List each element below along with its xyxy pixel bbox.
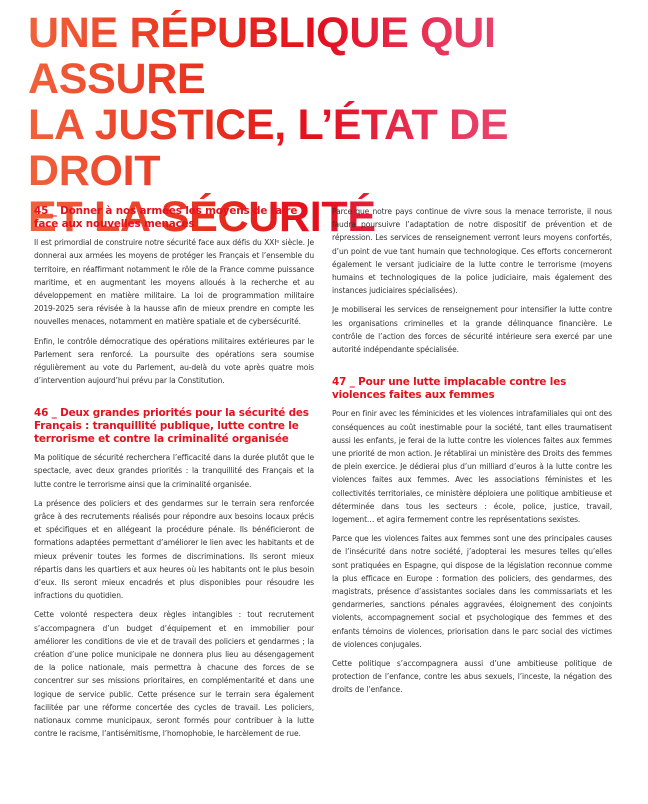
paragraph: Parce que notre pays continue de vivre sous la menace terroriste, il nous faudra poursuivre l’adaptation de notre dispositif de prévention et de répression. Les services de renseignement verront leurs moyens confortés, d’un point de vue tant humain que technologique. Ces efforts concerneront également le versant judiciaire de la lutte contre le terrorisme (moyens humains et technologiques de la police judiciaire, mais également des instances judiciaires spécialisées). — [332, 207, 612, 296]
paragraph: Cette politique s’accompagnera aussi d’une ambitieuse politique de protection de l’enfance, contre les abus sexuels, l’inceste, la négation des droits de l’enfance. — [332, 659, 612, 695]
title-line-1: UNE RÉPUBLIQUE QUI ASSURE — [28, 9, 496, 103]
section-45 — [34, 205, 314, 387]
paragraph: Il est primordial de construire notre sécurité face aux défis du XXIᵉ siècle. Je donnerai aux armées les moyens de protéger les Français et l’ensemble du territoire, en réaffirmant notamment le rôle de la France comme puissance maritime, et en augmentant les moyens alloués à la recherche et au développement en matière militaire. La loi de programmation militaire 2019-2025 sera révisée à la hausse afin de mieux prendre en compte les nouvelles menaces, notamment en matière spatiale et de cybersécurité. — [34, 238, 314, 327]
section-47 — [332, 376, 612, 696]
paragraph: Enfin, le contrôle démocratique des opérations militaires extérieures par le Parlement sera renforcé. La poursuite des opérations sera soumise régulièrement au vote du Parlement, au-delà du vote après quatre mois d’intervention aujourd’hui prévu par la Constitution. — [34, 336, 314, 386]
paragraph: Parce que les violences faites aux femmes sont une des principales causes de l’insécurité dans notre société, j’adopterai les mesures telles qu’elles sont pratiquées en Espagne, qui dispose de la législation reconnue comme la plus efficace en Europe : formation des policiers, des gendarmes, des magistrats, présence d’assistantes sociales dans les commissariats et les gendarmeries, sanctions pénales aggravées, éloignement des conjoints violents, accompagnement social et psychologique des femmes et des enfants témoins de violences, priorisation dans le parc social des victimes de violences conjugales. — [332, 534, 612, 649]
paragraph: Ma politique de sécurité recherchera l’efficacité dans la durée plutôt que le spectacle, avec deux grandes priorités : la tranquillité des Français et la lutte contre le terrorisme ainsi que la criminalité organisée. — [34, 453, 314, 489]
paragraph: Pour en finir avec les féminicides et les violences intrafamiliales qui ont des conséquences au coût inestimable pour la société, tant elles traumatisent aussi les enfants, je ferai de la lutte contre les violences faites aux femmes une priorité de mon action. Je rétablirai un ministère des Droits des femmes de plein exercice. Je dédierai plus d’un milliard d’euros à la lutte contre les violences faites aux femmes. Avec les associations féministes et les collectivités territoriales, ce ministère déploiera une politique ambitieuse et déterminée dans tous les secteurs : école, police, justice, travail, logement… et agira fermement contre les représentations sexistes. — [332, 409, 612, 525]
paragraph: Cette volonté respectera deux règles intangibles : tout recrutement s’accompagnera d’un budget d’équipement et en immobilier pour améliorer les conditions de vie et de travail des policiers et gendarmes ; la création d’une police municipale ne donnera plus lieu au désengagement de la police nationale, mais permettra à chacune des forces de se concentrer sur ses missions prioritaires, en complémentarité et dans une logique de service public. Cette présence sur le terrain sera également facilitée par une réforme concertée des cycles de travail. Les policiers, nationaux comme municipaux, seront formés pour contribuer à la lutte contre le racisme, l’antisémitisme, l’homophobie, le harcèlement de rue. — [34, 610, 314, 739]
section-46 — [34, 407, 314, 740]
title-line-3: ET LA SÉCURITÉ — [28, 193, 376, 241]
section-heading: 45 _ Donner à nos armées les moyens de faire face aux nouvelles menaces — [34, 205, 298, 230]
paragraph: Je mobiliserai les services de renseignement pour intensifier la lutte contre les organisations criminelles et la grande délinquance financière. Le contrôle de l’action des forces de sécurité intérieure sera exercé par une autorité indépendante spécialisée. — [332, 305, 612, 355]
title-line-2: LA JUSTICE, L’ÉTAT DE DROIT — [28, 101, 509, 195]
paragraph: La présence des policiers et des gendarmes sur le terrain sera renforcée grâce à des recrutements réalisés pour répondre aux besoins locaux précis et spécifiques et en allégeant la procédure pénale. Ils bénéficieront de formations adaptées permettant d’améliorer le lien avec les habitants et de mieux prévenir toutes les formes de discriminations. Ils seront mieux répartis dans les quartiers et aux heures où les habitants ont le plus besoin d’eux. Ils seront mieux encadrés et plus disponibles pour résoudre les infractions du quotidien. — [34, 498, 314, 601]
left-column — [34, 205, 314, 746]
section-46-continued — [332, 205, 612, 356]
section-heading: 46 _ Deux grandes priorités pour la sécurité des Français : tranquillité publique, lutte contre le terrorisme et contre la criminalité organisée — [34, 407, 309, 445]
right-column — [332, 205, 612, 703]
section-heading: 47 _ Pour une lutte implacable contre les violences faites aux femmes — [332, 376, 567, 401]
